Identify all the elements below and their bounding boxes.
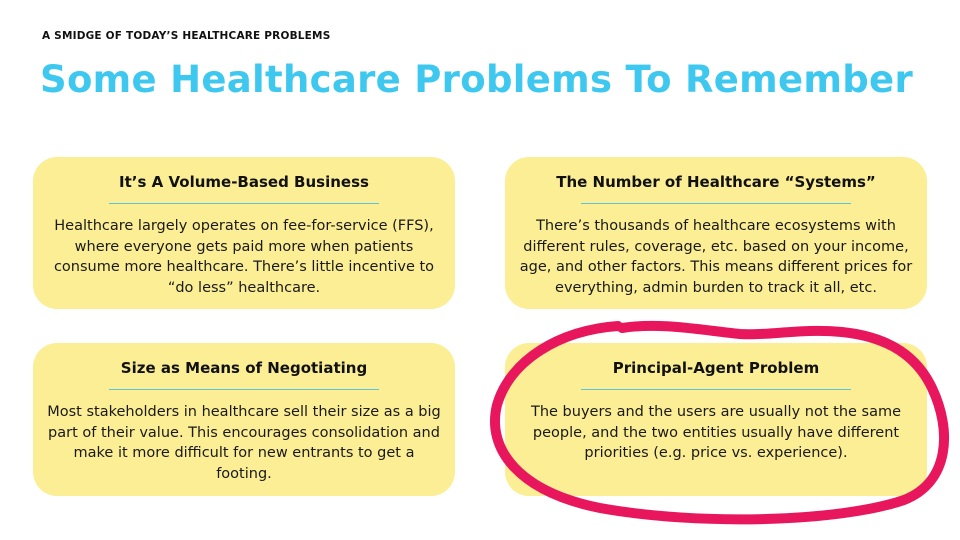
card-divider (109, 389, 379, 390)
problem-card-systems (505, 157, 927, 309)
eyebrow-label: A SMIDGE OF TODAY’S HEALTHCARE PROBLEMS (42, 30, 331, 42)
problem-card-size (33, 343, 455, 496)
card-heading: It’s A Volume-Based Business (119, 173, 369, 191)
problem-card-volume (33, 157, 455, 309)
slide-title: Some Healthcare Problems To Remember (40, 58, 914, 101)
card-divider (581, 389, 851, 390)
card-divider (581, 203, 851, 204)
card-heading: Size as Means of Negotiating (120, 359, 368, 377)
card-divider (109, 203, 379, 204)
problem-card-principal-agent (505, 343, 927, 496)
card-heading: The Number of Healthcare “Systems” (556, 173, 876, 191)
card-body: The buyers and the users are usually not the same people, and the two entities usually have different priorities (e.g. price vs. experience). (530, 404, 902, 461)
card-heading: Principal-Agent Problem (612, 359, 820, 377)
card-body: Most stakeholders in healthcare sell their size as a big part of their value. This encourages consolidation and make it more difficult for new entrants to get a footing. (47, 404, 441, 482)
card-body: There’s thousands of healthcare ecosystems with different rules, coverage, etc. based on your income, age, and other factors. This means different prices for everything, admin burden to track it all, etc. (519, 218, 913, 296)
card-body: Healthcare largely operates on fee-for-service (FFS), where everyone gets paid more when patients consume more healthcare. There’s little incentive to “do less” healthcare. (53, 218, 435, 296)
